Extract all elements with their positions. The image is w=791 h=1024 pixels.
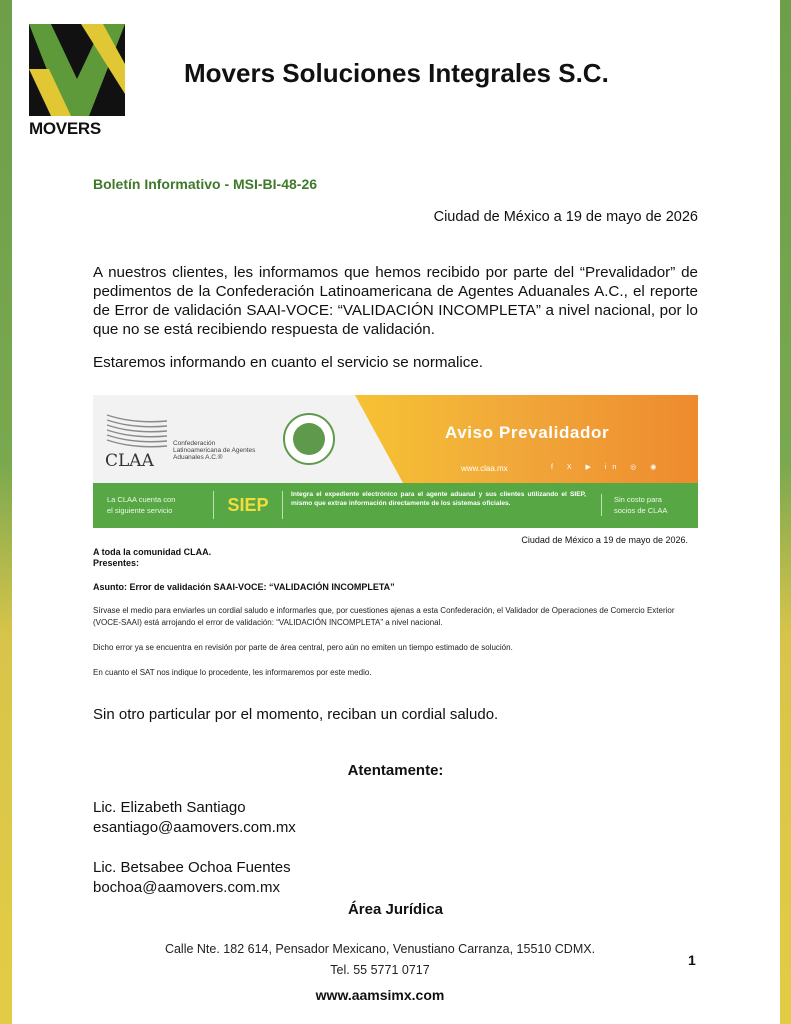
footer-phone: Tel. 55 5771 0717	[330, 963, 430, 977]
claa-full-name: Confederación Latinoamericana de Agentes Aduanales A.C.®	[173, 440, 256, 461]
footer-website[interactable]: www.aamsimx.com	[315, 987, 445, 1003]
claa-abbreviation: CLAA	[105, 451, 154, 471]
signer-1	[93, 798, 296, 838]
notice-title: Aviso Prevalidador	[445, 423, 610, 442]
claa-notice	[93, 395, 698, 685]
notice-banner	[93, 395, 698, 483]
logo-text: MOVERS	[29, 119, 101, 138]
signer-email[interactable]: esantiago@aamovers.com.mx	[93, 819, 296, 836]
promo-intro: La CLAA cuenta con el siguiente servicio	[107, 495, 176, 515]
siep-label: SIEP	[213, 491, 283, 519]
body-paragraph-2: Estaremos informando en cuanto el servicio se normalice.	[93, 354, 483, 371]
certification-seal-icon	[283, 413, 335, 465]
logo-mark	[29, 24, 125, 116]
company-name: Movers Soluciones Integrales S.C.	[184, 58, 609, 88]
signer-name: Lic. Betsabee Ochoa Fuentes	[93, 859, 291, 876]
signer-name: Lic. Elizabeth Santiago	[93, 799, 246, 816]
notice-paragraph-3: En cuanto el SAT nos indique lo procedente, les informaremos por este medio.	[93, 668, 372, 677]
closing-line: Sin otro particular por el momento, reciban un cordial saludo.	[93, 706, 499, 723]
body-paragraph-1: A nuestros clientes, les informamos que hemos recibido por parte del “Prevalidador” de pedimentos de la Confederación Latinoamericana de Agentes Aduanales A.C., el reporte de Error de validación SAAI-VOCE: “VALIDACIÓN INCOMPLETA” a nivel nacional, por lo que no se está recibiendo respuesta de validación.	[93, 264, 698, 338]
signer-email[interactable]: bochoa@aamovers.com.mx	[93, 879, 280, 896]
notice-subject: Asunto: Error de validación SAAI-VOCE: “VALIDACIÓN INCOMPLETA”	[93, 582, 395, 592]
social-icons: f X ▶ in ◎ ◉	[551, 464, 663, 471]
right-decorative-bar	[780, 0, 791, 1024]
movers-logo	[29, 24, 125, 136]
notice-recipient: A toda la comunidad CLAA. Presentes:	[93, 547, 212, 568]
bulletin-id: Boletín Informativo - MSI-BI-48-26	[93, 176, 318, 192]
notice-paragraph-2: Dicho error ya se encuentra en revisión por parte de área central, pero aún no emiten un tiempo estimado de solución.	[93, 643, 513, 652]
siep-promo-banner	[93, 483, 698, 528]
department: Área Jurídica	[347, 901, 444, 918]
footer-address: Calle Nte. 182 614, Pensador Mexicano, Venustiano Carranza, 15510 CDMX.	[164, 942, 596, 956]
atentamente: Atentamente:	[347, 762, 444, 779]
letter-date: Ciudad de México a 19 de mayo de 2026	[433, 209, 698, 225]
signer-2	[93, 858, 291, 898]
promo-cost: Sin costo para socios de CLAA	[601, 494, 693, 516]
page-number: 1	[688, 952, 696, 968]
notice-paragraph-1: Sírvase el medio para enviarles un cordial saludo e informarles que, por cuestiones ajenas a esta Confederación, el Validador de Operaciones de Comercio Exterior (VOCE-SAAI) está arrojando el error de validación: “VALIDACIÓN INCOMPLETA” a nivel nacional.	[93, 606, 675, 627]
siep-description: Integra el expediente electrónico para el agente aduanal y sus clientes utilizando el SIEP, mismo que extrae información directamente de los sistemas oficiales.	[291, 491, 586, 507]
claa-url: www.claa.mx	[461, 464, 508, 473]
notice-date: Ciudad de México a 19 de mayo de 2026.	[521, 535, 688, 545]
left-decorative-bar	[0, 0, 12, 1024]
